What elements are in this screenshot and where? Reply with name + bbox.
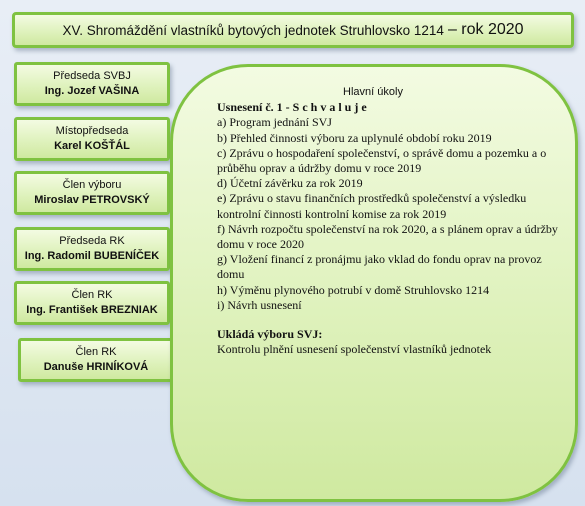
title-text: XV. Shromáždění vlastníků bytových jednotek Struhlovsko 1214 — [62, 22, 444, 38]
person-box-committee-member — [14, 171, 170, 215]
main-tasks-box — [170, 64, 578, 502]
person-name: Ing. Jozef VAŠINA — [44, 85, 140, 97]
person-name: Ing. František BREZNIAK — [26, 304, 158, 316]
resolution-title: Usnesení č. 1 - S c h v a l u j e — [217, 100, 367, 115]
list-item: f) Návrh rozpočtu společenství na rok 2020, a s plánem oprav a údržby domu v roce 2020 — [217, 221, 558, 252]
person-box-vice-chairman — [14, 117, 170, 161]
main-heading: Hlavní úkoly — [343, 86, 403, 98]
person-name: Miroslav PETROVSKÝ — [34, 194, 150, 206]
person-role: Předseda RK — [59, 235, 125, 247]
list-item: d) Účetní závěrku za rok 2019 — [217, 176, 363, 191]
list-item: a) Program jednání SVJ — [217, 115, 332, 130]
list-item: g) Vložení financí z pronájmu jako vklad do fondu oprav na provoz domu — [217, 252, 542, 282]
person-box-rk-chairman — [14, 227, 170, 271]
person-role: Místopředseda — [55, 125, 129, 137]
svj-text: Kontrolu plnění usnesení společenství vlastníků jednotek — [217, 342, 492, 357]
person-role: Předseda SVBJ — [53, 70, 131, 82]
person-name: Karel KOŠŤÁL — [54, 140, 130, 152]
title-banner — [12, 12, 574, 48]
person-role: Člen výboru — [62, 179, 122, 191]
list-item: b) Přehled činnosti výboru za uplynulé období roku 2019 — [217, 130, 492, 145]
person-name: Danuše HRINÍKOVÁ — [43, 361, 149, 373]
list-item: e) Zprávu o stavu finančních prostředků společenství a výsledku kontrolní činnosti kontrolní komise za rok 2019 — [217, 191, 527, 221]
list-item: c) Zprávu o hospodaření společenství, o správě domu a pozemku a o průběhu oprav a údržby domu v roce 2019 — [217, 145, 547, 176]
list-item: h) Výměnu plynového potrubí v domě Struhlovsko 1214 — [217, 282, 490, 297]
person-role: Člen RK — [75, 346, 117, 358]
spacer — [217, 313, 559, 327]
person-role: Člen RK — [71, 289, 113, 301]
list-item: i) Návrh usnesení — [217, 297, 302, 312]
person-box-rk-member-1 — [14, 281, 170, 325]
svj-title: Ukládá výboru SVJ: — [217, 327, 323, 342]
person-name: Ing. Radomil BUBENÍČEK — [24, 250, 160, 262]
person-box-chairman — [14, 62, 170, 106]
person-box-rk-member-2 — [18, 338, 174, 382]
title-year: – rok 2020 — [447, 21, 524, 38]
